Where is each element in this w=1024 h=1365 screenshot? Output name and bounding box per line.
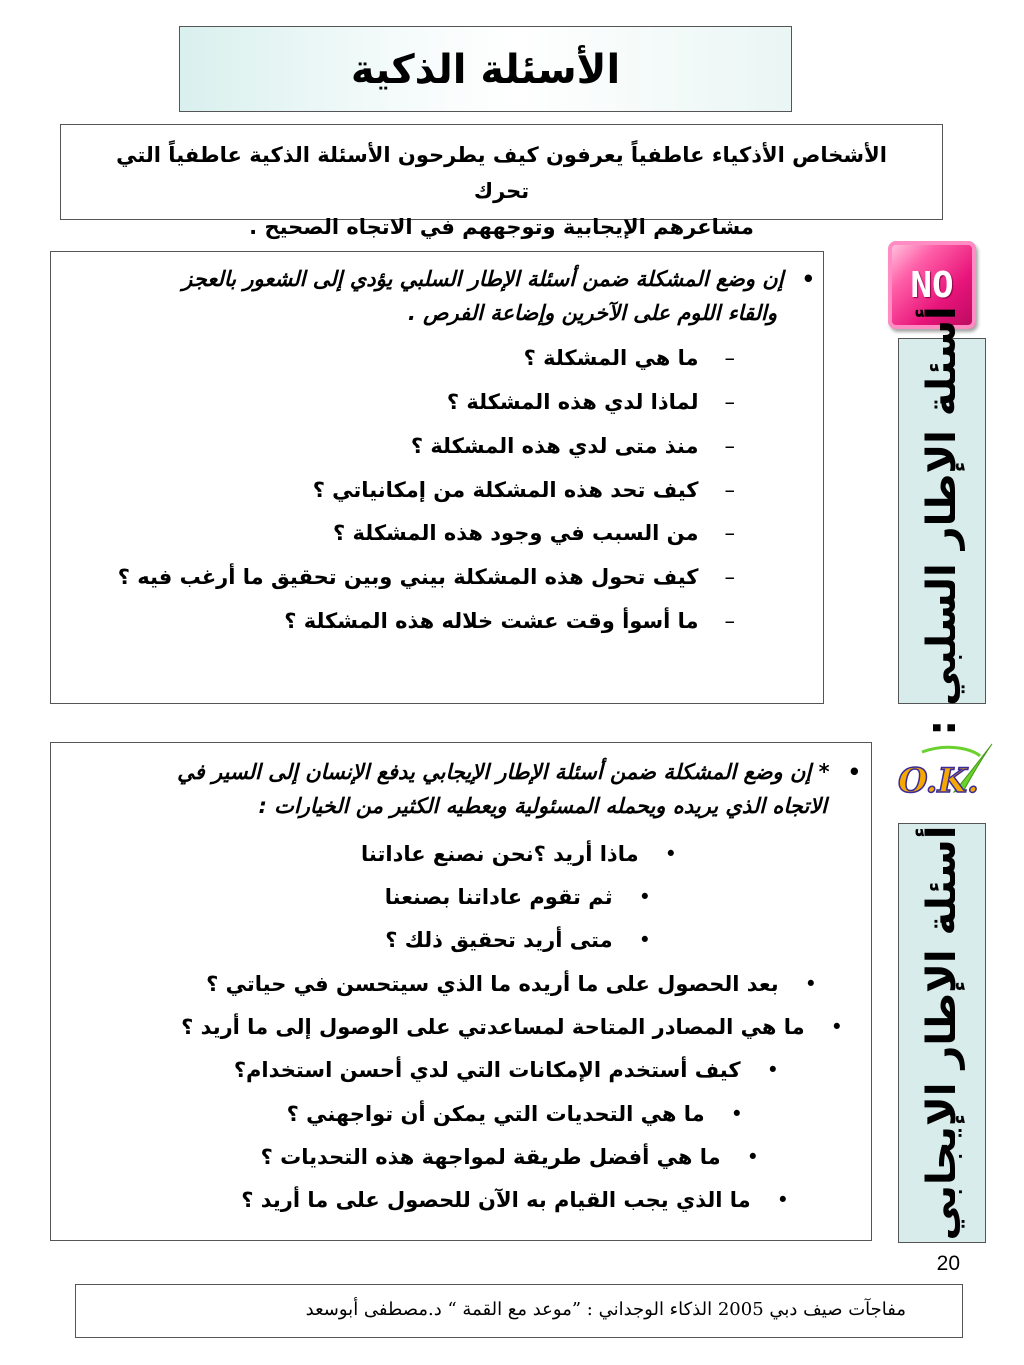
- bullet-icon: •: [766, 1058, 779, 1082]
- bullet-icon: •: [804, 972, 817, 996]
- positive-frame-side-title: [898, 823, 986, 1243]
- negative-lead-line-1: إن وضع المشكلة ضمن أسئلة الإطار السلبي يؤدي إلى الشعور بالعجز: [182, 267, 784, 291]
- intro-line-1: الأشخاص الأذكياء عاطفياً يعرفون كيف يطرحون الأسئلة الذكية عاطفياً التي تحرك: [116, 143, 887, 203]
- bullet-icon: •: [664, 842, 677, 866]
- intro-line-2: مشاعرهم الإيجابية وتوجههم في الاتجاه الصحيح .: [249, 215, 754, 239]
- positive-question: •ما هي التحديات التي يمكن أن تواجهني ؟: [287, 1099, 743, 1129]
- negative-frame-side-title: [898, 306, 986, 736]
- positive-question: •ما هي أفضل طريقة لمواجهة هذه التحديات ؟: [261, 1142, 759, 1172]
- negative-question: –من السبب في وجود هذه المشكلة ؟: [333, 518, 735, 548]
- negative-question: –كيف تحد هذه المشكلة من إمكانياتي ؟: [313, 475, 735, 505]
- positive-question: •بعد الحصول على ما أريده ما الذي سيتحسن في حياتي ؟: [206, 969, 817, 999]
- negative-lead-line-2: والقاء اللوم على الآخرين وإضاعة الفرص .: [407, 301, 777, 325]
- ok-badge-label: O.K.: [898, 761, 979, 801]
- page-title: الأسئلة الذكية: [350, 47, 621, 93]
- dash-icon: –: [724, 390, 735, 414]
- bullet-icon: •: [638, 885, 651, 909]
- bullet-icon: •: [730, 1102, 743, 1126]
- positive-question: •كيف أستخدم الإمكانات التي لدي أحسن استخدام؟: [234, 1055, 779, 1085]
- bullet-icon: •: [638, 928, 651, 952]
- negative-question: –ما أسوأ وقت عشت خلاله هذه المشكلة ؟: [284, 606, 735, 636]
- dash-icon: –: [724, 521, 735, 545]
- negative-question: –لماذا لدي هذه المشكلة ؟: [447, 387, 735, 417]
- dash-icon: –: [724, 565, 735, 589]
- negative-question: –ما هي المشكلة ؟: [524, 343, 735, 373]
- positive-frame-panel: [50, 742, 872, 1241]
- bullet-icon: •: [847, 760, 861, 784]
- dash-icon: –: [724, 478, 735, 502]
- negative-question: –منذ متى لدي هذه المشكلة ؟: [411, 431, 735, 461]
- bullet-icon: •: [801, 267, 815, 291]
- positive-question: •ثم تقوم عاداتنا بصنعنا: [385, 882, 651, 912]
- dash-icon: –: [724, 434, 735, 458]
- bullet-icon: •: [746, 1145, 759, 1169]
- title-box: [179, 26, 792, 112]
- negative-frame-panel: [50, 251, 824, 704]
- negative-question: –كيف تحول هذه المشكلة بيني وبين تحقيق ما أرغب فيه ؟: [118, 562, 735, 592]
- positive-frame-title: أسئلة الإطار الإيجابي: [919, 825, 965, 1241]
- positive-question: •متى أريد تحقيق ذلك ؟: [385, 925, 651, 955]
- dash-icon: –: [724, 346, 735, 370]
- bullet-icon: •: [776, 1188, 789, 1212]
- page-number: 20: [936, 1252, 960, 1275]
- positive-lead-line-2: الاتجاه الذي يريده ويحمله المسئولية ويعطيه الكثير من الخيارات :: [258, 794, 827, 818]
- positive-lead-text: [71, 755, 861, 823]
- no-badge-label: NO: [910, 265, 954, 306]
- footer-box: [75, 1284, 963, 1338]
- positive-lead-line-1: * إن وضع المشكلة ضمن أسئلة الإطار الإيجابي يدفع الإنسان إلى السير في: [177, 760, 830, 784]
- positive-question: •ما الذي يجب القيام به الآن للحصول على ما أريد ؟: [241, 1185, 789, 1215]
- ok-badge-icon: [894, 740, 994, 810]
- negative-lead-text: [70, 262, 815, 330]
- positive-question: •ما هي المصادر المتاحة لمساعدتي على الوصول إلى ما أريد ؟: [181, 1012, 843, 1042]
- intro-box: [60, 124, 943, 239]
- intro-text: [61, 125, 942, 245]
- negative-frame-title: أسئلة الإطار السلبي :: [919, 306, 965, 736]
- footer-text: مفاجآت صيف دبي 2005 الذكاء الوجداني : ”موعد مع القمة “ د.مصطفى أبوسعد: [305, 1299, 906, 1320]
- dash-icon: –: [724, 609, 735, 633]
- positive-question: •ماذا أريد ؟نحن نصنع عاداتنا: [361, 839, 677, 869]
- bullet-icon: •: [830, 1015, 843, 1039]
